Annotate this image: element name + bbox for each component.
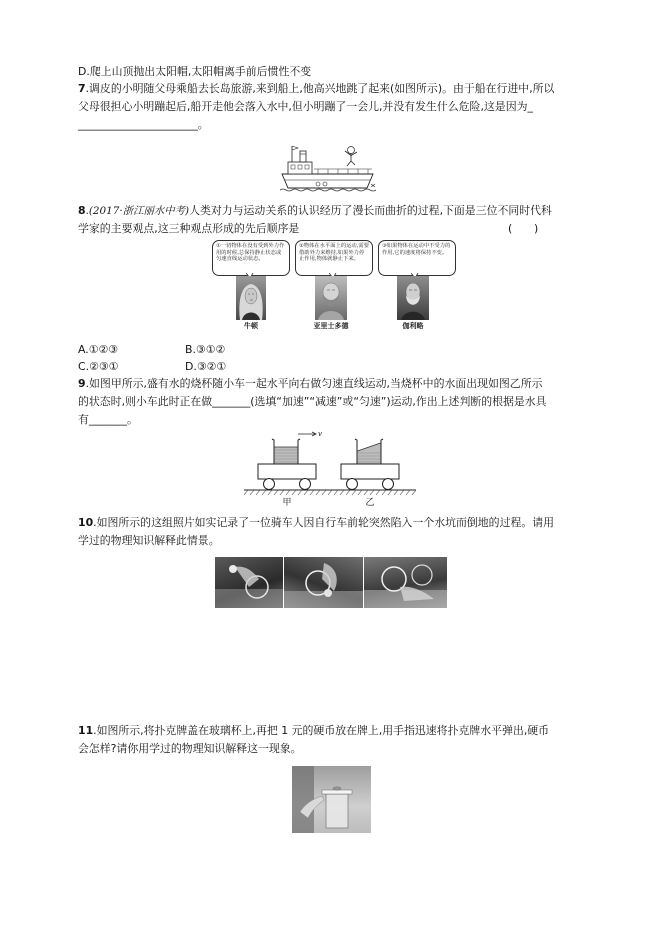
cart-2-body (341, 464, 399, 479)
porthole-2 (323, 182, 327, 186)
q8-number: 8 (78, 204, 86, 217)
q11-line-1 (78, 723, 549, 739)
photo-1-rider (235, 567, 259, 587)
q11-text-1: .如图所示,将扑克牌盖在玻璃杯上,再把 1 元的硬币放在牌上,用手指迅速将扑克牌水平弹出,硬币 (93, 724, 550, 737)
boat-hull (282, 174, 373, 188)
q7-line-2: 父母很担心小明蹦起后,船开走他会落入水中,但小明蹦了一会儿,并没有发生什么危险,这是因为_ (78, 100, 533, 113)
photo-1-head (229, 565, 237, 573)
scientists-figure (208, 240, 458, 336)
q9-line-3: 有_______。 (78, 413, 138, 426)
cart-2-wheel-right (383, 479, 394, 490)
glass-cup (326, 794, 348, 828)
newton-portrait (236, 276, 266, 320)
galileo-portrait (397, 276, 429, 320)
photo-3-content (364, 557, 447, 608)
ground-hatch (244, 490, 416, 495)
q9-line-1 (78, 376, 542, 392)
cart-1-wheel-left (264, 479, 275, 490)
photo-1-content (215, 557, 283, 608)
boat-chimney (300, 151, 306, 162)
water-line (280, 189, 376, 191)
splash-mark (371, 184, 375, 187)
q9-line-2: 的状态时,则小车此时正在做_______(选填“加速”“减速”或“匀速”)运动,作出上述判断的根据是水具 (78, 395, 547, 408)
coin-card-content (292, 766, 371, 833)
q7-line-1 (78, 81, 554, 97)
q8-option-c: C.②③① (78, 360, 119, 373)
viewpoint-bubble-2: ②物体在水平面上的运动,需要借助外力来维持,如果外力停止作用,物体就静止下来。 (295, 240, 373, 276)
cyclist-photo-1 (215, 557, 283, 608)
aristotle-portrait (315, 276, 347, 320)
playing-card (322, 790, 352, 794)
cart-1-body (258, 464, 316, 479)
cyclist-photo-3 (364, 557, 447, 608)
figure-label-jia: 甲 (282, 498, 292, 508)
q10-line-1 (78, 515, 554, 531)
q8-line-1 (78, 203, 552, 219)
cart-2-wheel-left (347, 479, 358, 490)
scientist-name-galileo: 伽利略 (402, 322, 424, 330)
coin (333, 787, 341, 790)
q11-number: 11 (78, 724, 94, 737)
photo-2-content (284, 557, 363, 608)
boat-flag (292, 146, 298, 150)
figure-label-yi: 乙 (365, 498, 375, 508)
beaker-1-water (275, 447, 298, 464)
q9-number: 9 (78, 377, 86, 390)
coin-card-photo (292, 766, 371, 833)
newton-face (245, 288, 257, 304)
q7-text-1: .调皮的小明随父母乘船去长岛旅游,来到船上,他高兴地跳了起来(如图所示)。由于船在行进中,所以 (85, 82, 555, 95)
q6-option-d: D.爬上山顶抛出太阳帽,太阳帽离手前后惯性不变 (78, 65, 312, 78)
photo-wall-shadow (292, 766, 314, 833)
velocity-label: v (318, 430, 322, 438)
boat-figure (278, 143, 378, 195)
photo-2-head (324, 589, 332, 597)
q8-line-2: 学家的主要观点,这三种观点形成的先后顺序是 (78, 222, 300, 235)
q7-number: 7 (78, 82, 86, 95)
cyclist-photo-2 (284, 557, 363, 608)
viewpoint-bubble-3: ③如果物体在运动中不受力的作用,它的速度将保持不变。 (378, 240, 456, 276)
cart-1-wheel-right (300, 479, 311, 490)
cart-beaker-figure (244, 430, 416, 496)
q8-source: .(2017·浙江丽水中考) (85, 205, 190, 217)
scientist-name-aristotle: 亚里士多德 (313, 322, 349, 330)
q8-option-a: A.①②③ (78, 343, 119, 356)
q8-option-b: B.③①② (185, 343, 226, 356)
q8-text-1: 人类对力与运动关系的认识经历了漫长而曲折的过程,下面是三位不同时代科 (189, 204, 552, 217)
q10-line-2: 学过的物理知识解释此情景。 (78, 534, 220, 547)
photo-3-wheel-rear (412, 565, 432, 585)
rail-posts (318, 169, 368, 174)
q10-text-1: .如图所示的这组照片如实记录了一位骑车人因自行车前轮突然陷入一个水坑而倒地的过程。请用 (93, 516, 555, 529)
q8-answer-bracket: ( ) (508, 222, 539, 235)
boat-cabin (288, 162, 312, 174)
porthole-1 (316, 182, 320, 186)
q9-text-1: .如图甲所示,盛有水的烧杯随小车一起水平向右做匀速直线运动,当烧杯中的水面出现如图乙所示 (85, 377, 543, 390)
boy-head (348, 147, 355, 154)
q8-option-d: D.③②① (185, 360, 227, 373)
q10-number: 10 (78, 516, 94, 529)
scientist-name-newton: 牛顿 (244, 322, 258, 330)
viewpoint-bubble-1: ①一切物体在没有受到外力作用的时候,总保持静止状态或匀速直线运动状态。 (212, 240, 290, 276)
q11-line-2: 会怎样?请你用学过的物理知识解释这一现象。 (78, 742, 302, 755)
photo-1-water (215, 589, 283, 608)
q7-answer-blank: ______________________。 (78, 118, 209, 131)
